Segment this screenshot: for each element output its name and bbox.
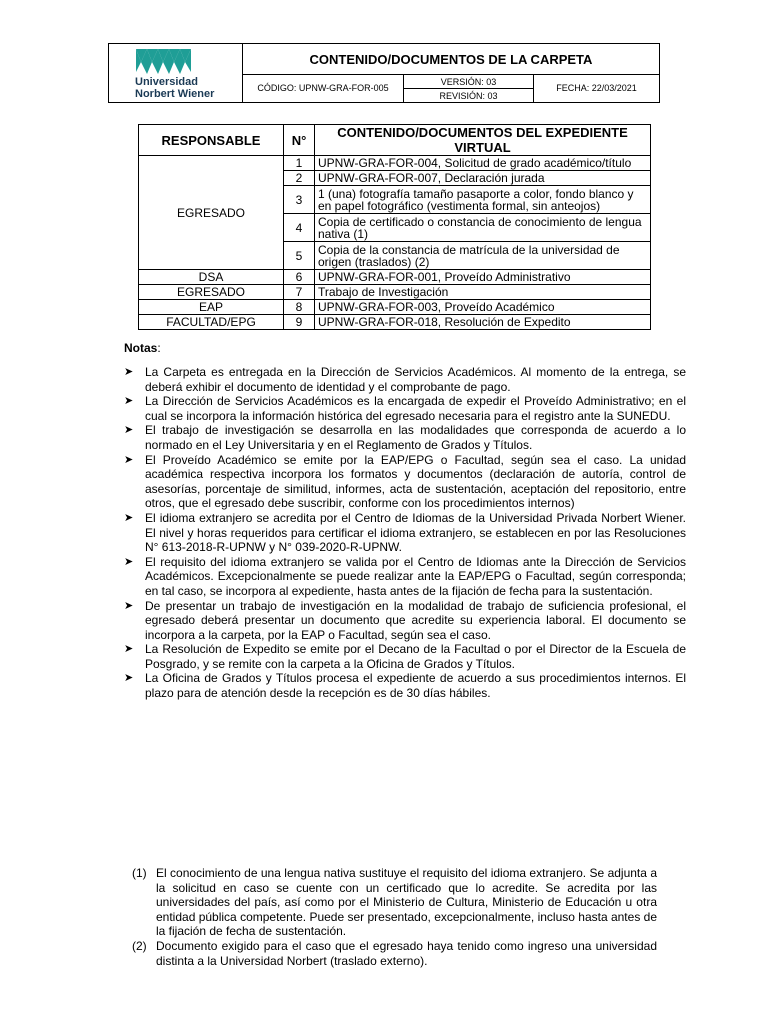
footnote	[132, 939, 657, 968]
notes-list	[124, 365, 686, 701]
footnote-number: (2)	[132, 938, 147, 953]
notes-label: Notas	[124, 341, 158, 355]
arrow-bullet-icon: ➤	[124, 555, 134, 568]
footnote-number: (1)	[132, 866, 147, 880]
list-item	[124, 642, 686, 671]
content-cell: Copia de la constancia de matrícula de la universidad de origen (traslados) (2)	[315, 242, 651, 270]
note-text: El idioma extranjero se acredita por el Centro de Idiomas de la Universidad Privada Norbert Wiener. El nivel y horas requeridos para certificar el idioma extranjero, se establecen en por las Resoluciones N° 613-2018-R-UPNW y N° 039-2020-R-UPNW.	[145, 510, 686, 555]
arrow-bullet-icon: ➤	[124, 511, 134, 524]
notes-heading	[124, 341, 161, 355]
number-cell: 4	[284, 214, 315, 242]
svg-text:Norbert Wiener: Norbert Wiener	[135, 88, 215, 100]
content-cell: Copia de certificado o constancia de conocimiento de lengua nativa (1)	[315, 214, 651, 242]
table-row	[139, 270, 651, 285]
table-row	[139, 300, 651, 315]
footnote	[132, 866, 657, 939]
content-cell: UPNW-GRA-FOR-018, Resolución de Expedito	[315, 315, 651, 330]
footnotes	[132, 866, 657, 968]
note-text: La Dirección de Servicios Académicos es la encargada de expedir el Proveído Administrativo; en el cual se incorpora la información histórica del egresado necesaria para el registro ante la SUNEDU.	[145, 394, 686, 423]
documents-table	[138, 124, 651, 330]
list-item	[124, 671, 686, 700]
number-cell: 1	[284, 156, 315, 171]
notes-colon: :	[157, 341, 161, 355]
content-cell: UPNW-GRA-FOR-004, Solicitud de grado académico/título	[315, 156, 651, 171]
arrow-bullet-icon: ➤	[124, 453, 134, 466]
table-row	[139, 156, 651, 171]
note-text: La Carpeta es entregada en la Dirección de Servicios Académicos. Al momento de la entrega, se deberá exhibir el documento de identidad y el comprobante de pago.	[145, 365, 686, 394]
number-cell: 2	[284, 171, 315, 186]
document-revision: REVISIÓN: 03	[439, 91, 498, 101]
responsable-cell: EGRESADO	[139, 156, 284, 270]
note-text: La Oficina de Grados y Títulos procesa el expediente de acuerdo a sus procedimientos internos. El plazo para de atención desde la recepción es de 30 días hábiles.	[145, 671, 686, 701]
list-item	[124, 555, 686, 599]
footnote-text: El conocimiento de una lengua nativa sustituye el requisito del idioma extranjero. Se adjunta a la solicitud en caso se cuente con un certificado que lo acredite. Se acredita por las universidades del país, así como por el Ministerio de Cultura, Ministerio de Educación u otra entidad pública competente. Puede ser presentado, excepcionalmente, incluso hasta antes de la fijación de fecha de sustentación.	[156, 866, 657, 939]
arrow-bullet-icon: ➤	[124, 672, 134, 685]
table-row	[139, 315, 651, 330]
content-cell: UPNW-GRA-FOR-001, Proveído Administrativo	[315, 270, 651, 285]
table-header-row	[139, 125, 651, 156]
responsable-cell: EAP	[139, 300, 284, 315]
number-cell: 9	[284, 315, 315, 330]
number-cell: 6	[284, 270, 315, 285]
responsable-cell: EGRESADO	[139, 285, 284, 300]
svg-text:Universidad: Universidad	[135, 76, 198, 88]
number-cell: 8	[284, 300, 315, 315]
document-code: CÓDIGO: UPNW-GRA-FOR-005	[243, 75, 404, 102]
university-logo	[109, 44, 243, 102]
number-cell: 5	[284, 242, 315, 270]
document-header	[108, 43, 660, 103]
content-cell: Trabajo de Investigación	[315, 285, 651, 300]
list-item	[124, 599, 686, 643]
responsable-cell: DSA	[139, 270, 284, 285]
document-title: CONTENIDO/DOCUMENTOS DE LA CARPETA	[243, 44, 659, 75]
table-row	[139, 285, 651, 300]
arrow-bullet-icon: ➤	[124, 643, 134, 656]
header-responsable: RESPONSABLE	[139, 125, 284, 156]
number-cell: 7	[284, 285, 315, 300]
content-cell: UPNW-GRA-FOR-007, Declaración jurada	[315, 171, 651, 186]
list-item	[124, 511, 686, 555]
version-revision	[404, 75, 534, 102]
arrow-bullet-icon: ➤	[124, 599, 134, 612]
arrow-bullet-icon: ➤	[124, 424, 134, 437]
arrow-bullet-icon: ➤	[124, 395, 134, 408]
note-text: La Resolución de Expedito se emite por el Decano de la Facultad o por el Director de la Escuela de Posgrado, y se remite con la carpeta a la Oficina de Grados y Títulos.	[145, 642, 686, 671]
university-logo-icon	[109, 44, 242, 102]
list-item	[124, 365, 686, 394]
document-version: VERSIÓN: 03	[404, 75, 533, 89]
responsable-cell: FACULTAD/EPG	[139, 315, 284, 330]
content-cell: UPNW-GRA-FOR-003, Proveído Académico	[315, 300, 651, 315]
number-cell: 3	[284, 186, 315, 214]
list-item	[124, 394, 686, 423]
note-text: El requisito del idioma extranjero se valida por el Centro de Idiomas ante la Dirección de Servicios Académicos. Excepcionalmente se puede realizar ante la EAP/EPG o Facultad, según corresponda; en tal caso, se incorpora al expediente, hasta antes de la fijación de fecha para la sustentación.	[145, 554, 686, 598]
note-text: De presentar un trabajo de investigación en la modalidad de trabajo de suficiencia profesional, el egresado deberá presentar un documento que acredite su experiencia laboral. El documento se incorpora a la carpeta, por la EAP o Facultad, según sea el caso.	[145, 598, 686, 642]
arrow-bullet-icon: ➤	[124, 366, 134, 378]
content-cell: 1 (una) fotografía tamaño pasaporte a color, fondo blanco y en papel fotográfico (vestimenta formal, sin anteojos)	[315, 186, 651, 214]
note-text: El Proveído Académico se emite por la EAP/EPG o Facultad, según sea el caso. La unidad académica respectiva incorpora los formatos y documentos (declaración de autoría, control de asesorías, porcentaje de similitud, informes, acta de sustentación, aceptación del repositorio, entre otros, que el egresado debe suscribir, conforme con los procedimientos internos)	[145, 452, 686, 511]
document-date: FECHA: 22/03/2021	[556, 83, 637, 93]
list-item	[124, 453, 686, 511]
note-text: El trabajo de investigación se desarrolla en las modalidades que corresponda de acuerdo a lo normado en el Ley Universitaria y en el Reglamento de Grados y Títulos.	[145, 423, 686, 452]
list-item	[124, 423, 686, 452]
header-number: N°	[284, 125, 315, 156]
header-content: CONTENIDO/DOCUMENTOS DEL EXPEDIENTE VIRTUAL	[315, 125, 651, 156]
footnote-text: Documento exigido para el caso que el egresado haya tenido como ingreso una universidad distinta a la Universidad Norbert (traslado externo).	[156, 938, 657, 968]
